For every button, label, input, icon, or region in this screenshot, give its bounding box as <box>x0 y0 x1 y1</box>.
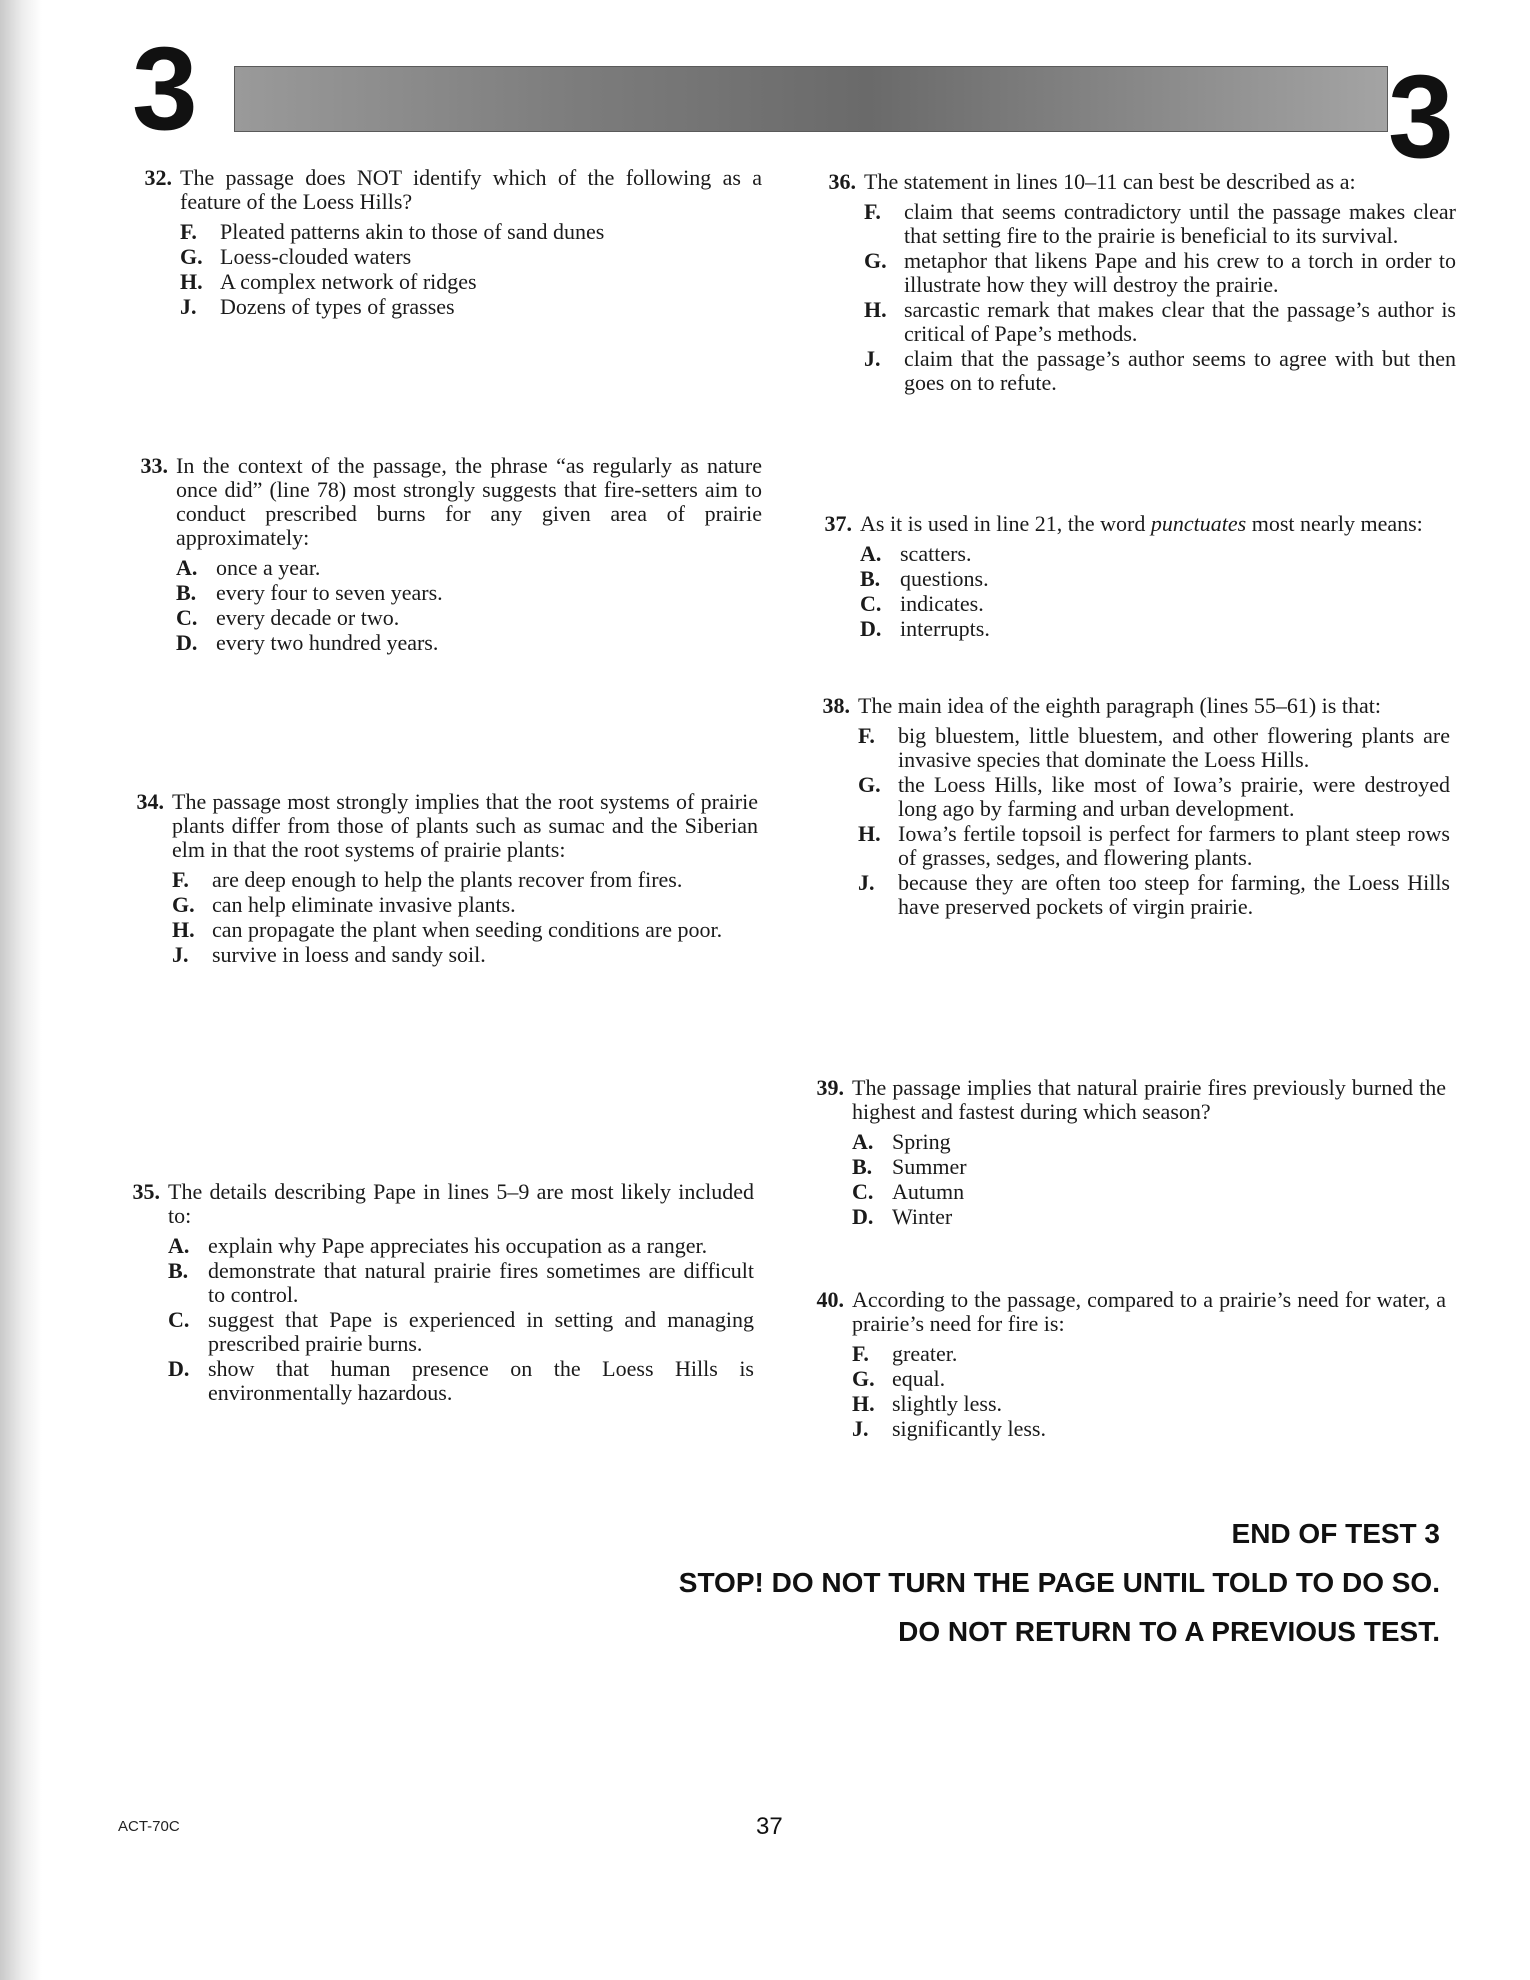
question-number: 40. <box>816 1287 844 1312</box>
question-number: 37. <box>824 511 852 536</box>
question-stem <box>860 512 1452 536</box>
question-32 <box>132 166 762 320</box>
option-text: sarcastic remark that makes clear that the passage’s author is critical of Pape’s methods. <box>904 297 1456 346</box>
stop-instruction: STOP! DO NOT TURN THE PAGE UNTIL TOLD TO DO SO. <box>678 1567 1440 1598</box>
option-letter: G. <box>864 248 887 273</box>
answer-option[interactable] <box>176 556 762 580</box>
end-of-test-heading: END OF TEST 3 <box>1231 1518 1440 1549</box>
question-33 <box>128 454 762 656</box>
option-text: every decade or two. <box>216 605 400 630</box>
answer-option[interactable] <box>864 298 1456 346</box>
answer-option[interactable] <box>180 295 762 319</box>
question-stem: In the context of the passage, the phrase “as regularly as nature once did” (line 78) most strongly suggests that fire-setters aim to conduct prescribed burns for any given area of prairie approximately: <box>176 453 762 550</box>
answer-option[interactable] <box>168 1234 754 1258</box>
option-text: equal. <box>892 1366 946 1391</box>
option-text: the Loess Hills, like most of Iowa’s prairie, were destroyed long ago by farming and urban development. <box>898 772 1450 821</box>
answer-option[interactable] <box>858 871 1450 919</box>
option-letter: D. <box>168 1356 190 1381</box>
question-number: 38. <box>822 693 850 718</box>
answer-option[interactable] <box>858 773 1450 821</box>
option-letter: G. <box>858 772 881 797</box>
answer-option[interactable] <box>180 220 762 244</box>
option-letter: H. <box>172 917 195 942</box>
option-text: Spring <box>892 1129 951 1154</box>
question-39 <box>804 1076 1446 1230</box>
option-text: scatters. <box>900 541 972 566</box>
stem-text: most nearly means: <box>1246 511 1423 536</box>
option-text: claim that the passage’s author seems to agree with but then goes on to refute. <box>904 346 1456 395</box>
stem-italic-word: punctuates <box>1150 511 1247 536</box>
answer-option[interactable] <box>172 868 758 892</box>
option-text: show that human presence on the Loess Hills is environmentally hazardous. <box>208 1356 754 1405</box>
answer-option[interactable] <box>852 1180 1446 1204</box>
section-header-bar <box>234 66 1388 132</box>
option-letter: C. <box>168 1307 190 1332</box>
option-text: explain why Pape appreciates his occupation as a ranger. <box>208 1233 708 1258</box>
option-letter: J. <box>858 870 875 895</box>
option-letter: A. <box>168 1233 190 1258</box>
option-text: metaphor that likens Pape and his crew to a torch in order to illustrate how they will destroy the prairie. <box>904 248 1456 297</box>
answer-option[interactable] <box>852 1342 1446 1366</box>
answer-option[interactable] <box>180 245 762 269</box>
option-text: Iowa’s fertile topsoil is perfect for farmers to plant steep rows of grasses, sedges, and flowering plants. <box>898 821 1450 870</box>
answer-option[interactable] <box>860 542 1452 566</box>
option-text: every four to seven years. <box>216 580 443 605</box>
question-stem: The details describing Pape in lines 5–9 are most likely included to: <box>168 1179 754 1228</box>
answer-option[interactable] <box>860 592 1452 616</box>
answer-option[interactable] <box>176 606 762 630</box>
option-letter: A. <box>860 541 882 566</box>
question-number: 39. <box>816 1075 844 1100</box>
option-text: claim that seems contradictory until the passage makes clear that setting fire to the prairie is beneficial to its survival. <box>904 199 1456 248</box>
option-letter: H. <box>858 821 881 846</box>
option-text: A complex network of ridges <box>220 269 477 294</box>
answer-option[interactable] <box>864 200 1456 248</box>
option-letter: J. <box>852 1416 869 1441</box>
question-38 <box>810 694 1450 920</box>
option-text: slightly less. <box>892 1391 1003 1416</box>
answer-option[interactable] <box>858 822 1450 870</box>
answer-option[interactable] <box>852 1392 1446 1416</box>
answer-option[interactable] <box>172 943 758 967</box>
answer-option[interactable] <box>852 1130 1446 1154</box>
answer-option[interactable] <box>172 893 758 917</box>
option-text: suggest that Pape is experienced in setting and managing prescribed prairie burns. <box>208 1307 754 1356</box>
option-text: demonstrate that natural prairie fires sometimes are difficult to control. <box>208 1258 754 1307</box>
answer-option[interactable] <box>176 581 762 605</box>
option-text: big bluestem, little bluestem, and other flowering plants are invasive species that dominate the Loess Hills. <box>898 723 1450 772</box>
question-stem: The statement in lines 10–11 can best be described as a: <box>864 169 1356 194</box>
question-number: 35. <box>132 1179 160 1204</box>
stem-text: As it is used in line 21, the word <box>860 511 1151 536</box>
option-letter: C. <box>860 591 882 616</box>
option-letter: G. <box>852 1366 875 1391</box>
answer-option[interactable] <box>168 1259 754 1307</box>
option-letter: J. <box>180 294 197 319</box>
option-letter: D. <box>852 1204 874 1229</box>
question-number: 33. <box>140 453 168 478</box>
option-letter: G. <box>172 892 195 917</box>
question-stem: According to the passage, compared to a prairie’s need for water, a prairie’s need for fire is: <box>852 1287 1446 1336</box>
answer-option[interactable] <box>852 1417 1446 1441</box>
option-letter: C. <box>852 1179 874 1204</box>
answer-option[interactable] <box>168 1308 754 1356</box>
option-letter: B. <box>168 1258 189 1283</box>
page-number: 37 <box>756 1813 783 1840</box>
option-text: are deep enough to help the plants recover from fires. <box>212 867 683 892</box>
answer-option[interactable] <box>180 270 762 294</box>
option-letter: G. <box>180 244 203 269</box>
option-text: because they are often too steep for farming, the Loess Hills have preserved pockets of virgin prairie. <box>898 870 1450 919</box>
option-text: can propagate the plant when seeding conditions are poor. <box>212 917 723 942</box>
option-text: can help eliminate invasive plants. <box>212 892 516 917</box>
option-text: once a year. <box>216 555 321 580</box>
option-text: survive in loess and sandy soil. <box>212 942 486 967</box>
option-letter: B. <box>852 1154 873 1179</box>
question-37 <box>812 512 1452 642</box>
answer-option[interactable] <box>172 918 758 942</box>
option-letter: F. <box>858 723 875 748</box>
option-letter: C. <box>176 605 198 630</box>
answer-option[interactable] <box>858 724 1450 772</box>
option-text: indicates. <box>900 591 984 616</box>
question-number: 34. <box>136 789 164 814</box>
option-letter: F. <box>180 219 197 244</box>
section-number-left: 3 <box>132 23 198 155</box>
option-letter: F. <box>864 199 881 224</box>
question-40 <box>804 1288 1446 1442</box>
question-number: 32. <box>144 165 172 190</box>
question-stem: The passage implies that natural prairie fires previously burned the highest and fastest during which season? <box>852 1075 1446 1124</box>
section-number-right: 3 <box>1388 51 1454 183</box>
answer-option[interactable] <box>860 567 1452 591</box>
end-of-test-notice <box>679 1518 1440 1665</box>
answer-option[interactable] <box>852 1155 1446 1179</box>
option-text: significantly less. <box>892 1416 1046 1441</box>
answer-option[interactable] <box>864 249 1456 297</box>
answer-option[interactable] <box>168 1357 754 1405</box>
answer-option[interactable] <box>860 617 1452 641</box>
option-text: Summer <box>892 1154 967 1179</box>
question-stem: The main idea of the eighth paragraph (lines 55–61) is that: <box>858 693 1381 718</box>
option-letter: J. <box>864 346 881 371</box>
option-text: interrupts. <box>900 616 990 641</box>
option-letter: D. <box>176 630 198 655</box>
answer-option[interactable] <box>864 347 1456 395</box>
option-letter: B. <box>860 566 881 591</box>
option-text: greater. <box>892 1341 958 1366</box>
question-36 <box>816 170 1456 396</box>
form-code: ACT-70C <box>118 1818 180 1835</box>
question-number: 36. <box>828 169 856 194</box>
question-stem: The passage does NOT identify which of the following as a feature of the Loess Hills? <box>180 165 762 214</box>
answer-option[interactable] <box>852 1205 1446 1229</box>
answer-option[interactable] <box>176 631 762 655</box>
option-letter: J. <box>172 942 189 967</box>
scan-edge-shadow <box>0 0 42 1980</box>
option-letter: H. <box>180 269 203 294</box>
option-text: every two hundred years. <box>216 630 439 655</box>
option-letter: D. <box>860 616 882 641</box>
option-letter: F. <box>172 867 189 892</box>
do-not-return-instruction: DO NOT RETURN TO A PREVIOUS TEST. <box>898 1616 1440 1647</box>
question-34 <box>124 790 758 968</box>
option-letter: F. <box>852 1341 869 1366</box>
option-text: Pleated patterns akin to those of sand dunes <box>220 219 605 244</box>
option-letter: A. <box>176 555 198 580</box>
option-text: Dozens of types of grasses <box>220 294 455 319</box>
option-text: Winter <box>892 1204 953 1229</box>
question-35 <box>120 1180 754 1406</box>
option-letter: B. <box>176 580 197 605</box>
option-letter: A. <box>852 1129 874 1154</box>
question-stem: The passage most strongly implies that the root systems of prairie plants differ from those of plants such as sumac and the Siberian elm in that the root systems of prairie plants: <box>172 789 758 862</box>
option-letter: H. <box>864 297 887 322</box>
option-letter: H. <box>852 1391 875 1416</box>
option-text: Autumn <box>892 1179 965 1204</box>
option-text: questions. <box>900 566 989 591</box>
answer-option[interactable] <box>852 1367 1446 1391</box>
option-text: Loess-clouded waters <box>220 244 412 269</box>
